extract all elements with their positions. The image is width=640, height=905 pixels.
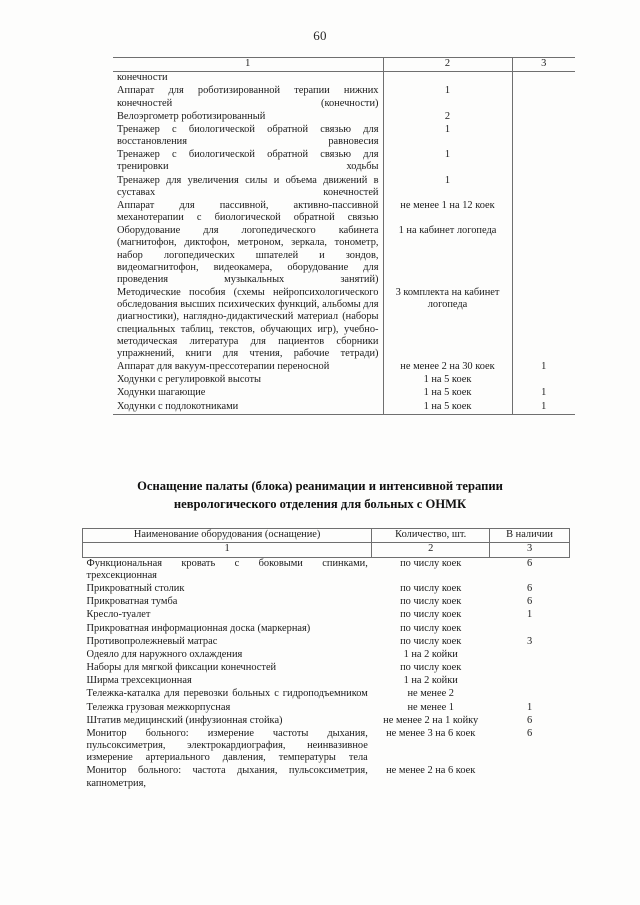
table-row [113, 85, 575, 110]
table-row [83, 596, 570, 609]
equipment-table-continued [113, 57, 575, 415]
cell-in-stock [512, 111, 575, 124]
cell-equipment-name: Тренажер для увеличения силы и объема движений в суставах конечностей [117, 174, 379, 198]
icu-equipment-table-body [83, 543, 570, 791]
cell-quantity: не менее 1 на 12 коек [383, 200, 512, 225]
cell-in-stock [490, 675, 570, 688]
icu-equipment-table [82, 528, 570, 791]
cell-equipment-name: Монитор больного: частота дыхания, пульсоксиметрия, капнометрия, [86, 765, 368, 789]
table-row [83, 765, 570, 790]
cell-in-stock: 1 [512, 361, 575, 374]
cell-equipment-name: Оборудование для логопедического кабинета (магнитофон, диктофон, метроном, зеркала, тонометр, набор логопедических шпателей и зондов, видеомагнитофон, видеокамера, оборудование для проведения музыкальных занятий) [117, 225, 379, 285]
cell-quantity: 1 на 2 койки [403, 648, 458, 660]
cell-in-stock [512, 225, 575, 287]
equipment-table-continued-body [113, 58, 575, 415]
cell-equipment-name: Противопролежневый матрас [86, 635, 218, 647]
table-row [113, 361, 575, 374]
column-number-row [83, 543, 570, 557]
column-number-1: 1 [83, 543, 372, 557]
cell-in-stock: 1 [512, 401, 575, 415]
table-row [113, 124, 575, 149]
cell-quantity: по числу коек [400, 557, 462, 569]
page-number: 60 [313, 28, 327, 43]
table-row [83, 623, 570, 636]
table-row [113, 111, 575, 124]
cell-quantity: 1 на 2 койки [403, 675, 458, 687]
section-heading [62, 478, 578, 514]
cell-quantity: 1 [383, 175, 512, 200]
table-row [113, 149, 575, 174]
cell-in-stock [512, 72, 575, 86]
table-row [83, 675, 570, 688]
cell-quantity: 1 [383, 85, 512, 110]
cell-equipment-name: Аппарат для роботизированной терапии нижних конечностей (конечности) [117, 85, 379, 109]
cell-in-stock: 1 [526, 609, 533, 621]
table-row [113, 387, 575, 400]
cell-equipment-name: Функциональная кровать с боковыми спинками, трехсекционная [86, 557, 368, 581]
cell-in-stock: 6 [526, 557, 533, 569]
table-row [83, 636, 570, 649]
cell-quantity [383, 72, 512, 86]
column-number-2: 2 [372, 543, 490, 557]
cell-equipment-name: Тележка-каталка для перевозки больных с гидроподъемником [86, 688, 368, 700]
table-row [83, 662, 570, 675]
cell-in-stock: 1 [526, 701, 533, 713]
cell-equipment-name: Тележка грузовая межкорпусная [86, 701, 231, 713]
cell-equipment-name: Методические пособия (схемы нейропсихологического обследования высших психических функций, альбомы для диагностики), наглядно-дидактический материал (наборы специальных таблиц, текстов, обучающих игр), учебно-методическая литература для пациентов сборники упражнений, книги для чтения, рабочие тетради) [117, 287, 379, 359]
table-row [113, 401, 575, 415]
cell-quantity: не менее 2 на 1 койку [383, 714, 479, 726]
header-quantity: Количество, шт. [372, 529, 490, 543]
cell-quantity: по числу коек [400, 622, 462, 634]
cell-quantity: по числу коек [400, 583, 462, 594]
cell-quantity: по числу коек [400, 662, 462, 674]
cell-in-stock [490, 765, 570, 790]
cell-equipment-name: Монитор больного: измерение частоты дыхания, пульсоксиметрия, электрокардиография, неинвазивное измерение артериального давления, температуры тела [86, 727, 368, 764]
cell-in-stock: 3 [526, 635, 533, 647]
cell-in-stock [512, 149, 575, 174]
cell-in-stock [512, 85, 575, 110]
cell-in-stock: 6 [526, 727, 533, 739]
cell-in-stock: 1 [512, 387, 575, 400]
cell-equipment-name: Тренажер с биологической обратной связью для восстановления равновесия [117, 123, 379, 148]
cell-quantity: по числу коек [400, 609, 462, 621]
cell-equipment-name: Наборы для мягкой фиксации конечностей [86, 662, 277, 674]
cell-equipment-name: Ходунки с регулировкой высоты [117, 374, 262, 386]
table-row [83, 728, 570, 766]
table-row [113, 225, 575, 287]
cell-equipment-name: Кресло-туалет [86, 609, 151, 621]
cell-in-stock: 6 [526, 583, 533, 594]
table-row [83, 649, 570, 662]
column-number-2: 2 [383, 58, 512, 72]
cell-quantity: 1 на кабинет логопеда [383, 225, 512, 287]
cell-quantity: 1 на 5 коек [383, 401, 512, 415]
cell-quantity: по числу коек [400, 596, 462, 608]
cell-equipment-name: Велоэргометр роботизированный [117, 110, 266, 122]
table-row [113, 72, 575, 86]
cell-in-stock [490, 649, 570, 662]
table-row [113, 287, 575, 361]
section-heading-line-1: Оснащение палаты (блока) реанимации и интенсивной терапии [137, 479, 503, 493]
column-number-1: 1 [113, 58, 383, 72]
cell-in-stock: 6 [526, 596, 533, 608]
cell-equipment-name: Штатив медицинский (инфузионная стойка) [86, 714, 283, 726]
table-row [83, 609, 570, 622]
cell-equipment-name: Прикроватная тумба [86, 596, 178, 608]
cell-quantity: не менее 2 на 6 коек [386, 765, 476, 777]
table-row [113, 175, 575, 200]
cell-quantity: не менее 1 [407, 701, 454, 713]
cell-equipment-name: Аппарат для вакуум-прессотерапии переносной [117, 361, 330, 373]
cell-equipment-name: Ходунки с подлокотниками [113, 401, 383, 415]
table-row [83, 557, 570, 583]
cell-in-stock [512, 124, 575, 149]
header-row [83, 529, 570, 543]
cell-equipment-name: Аппарат для пассивной, активно-пассивной механотерапии с биологической обратной связью [117, 199, 379, 224]
cell-equipment-name: Ходунки шагающие [117, 387, 206, 399]
header-name: Наименование оборудования (оснащение) [83, 529, 372, 543]
cell-in-stock [512, 200, 575, 225]
cell-quantity: по числу коек [400, 635, 462, 647]
section-heading-line-2: неврологического отделения для больных с ОНМК [173, 496, 467, 511]
table-row [83, 688, 570, 701]
table-row [83, 702, 570, 715]
cell-in-stock [512, 287, 575, 361]
cell-quantity: 1 на 5 коек [383, 387, 512, 400]
cell-quantity: не менее 3 на 6 коек [386, 727, 476, 739]
column-number-row [113, 58, 575, 72]
column-number-3: 3 [490, 543, 570, 557]
table-row [83, 583, 570, 596]
cell-quantity: 1 на 5 коек [383, 374, 512, 387]
cell-quantity: 1 [383, 124, 512, 149]
cell-in-stock [512, 175, 575, 200]
cell-equipment-name: Ширма трехсекционная [86, 675, 192, 687]
cell-equipment-name: Тренажер с биологической обратной связью для тренировки ходьбы [117, 149, 379, 173]
cell-equipment-name: Прикроватный столик [86, 583, 185, 594]
cell-equipment-name: Прикроватная информационная доска (маркерная) [86, 622, 311, 634]
cell-in-stock [490, 662, 570, 675]
table-row [83, 715, 570, 728]
cell-quantity: не менее 2 [407, 688, 454, 700]
cell-in-stock [490, 623, 570, 636]
icu-equipment-table-head [83, 529, 570, 543]
column-number-3: 3 [512, 58, 575, 72]
cell-equipment-name: Одеяло для наружного охлаждения [86, 648, 243, 660]
header-in-stock: В наличии [490, 529, 570, 543]
table-row [113, 374, 575, 387]
cell-in-stock [490, 688, 570, 701]
cell-quantity: 3 комплекта на кабинет логопеда [383, 287, 512, 361]
cell-quantity: не менее 2 на 30 коек [383, 361, 512, 374]
cell-quantity: 2 [383, 111, 512, 124]
cell-in-stock: 6 [526, 714, 533, 726]
cell-equipment-name: конечности [117, 72, 168, 84]
cell-quantity: 1 [383, 149, 512, 174]
cell-in-stock [512, 374, 575, 387]
table-row [113, 200, 575, 225]
